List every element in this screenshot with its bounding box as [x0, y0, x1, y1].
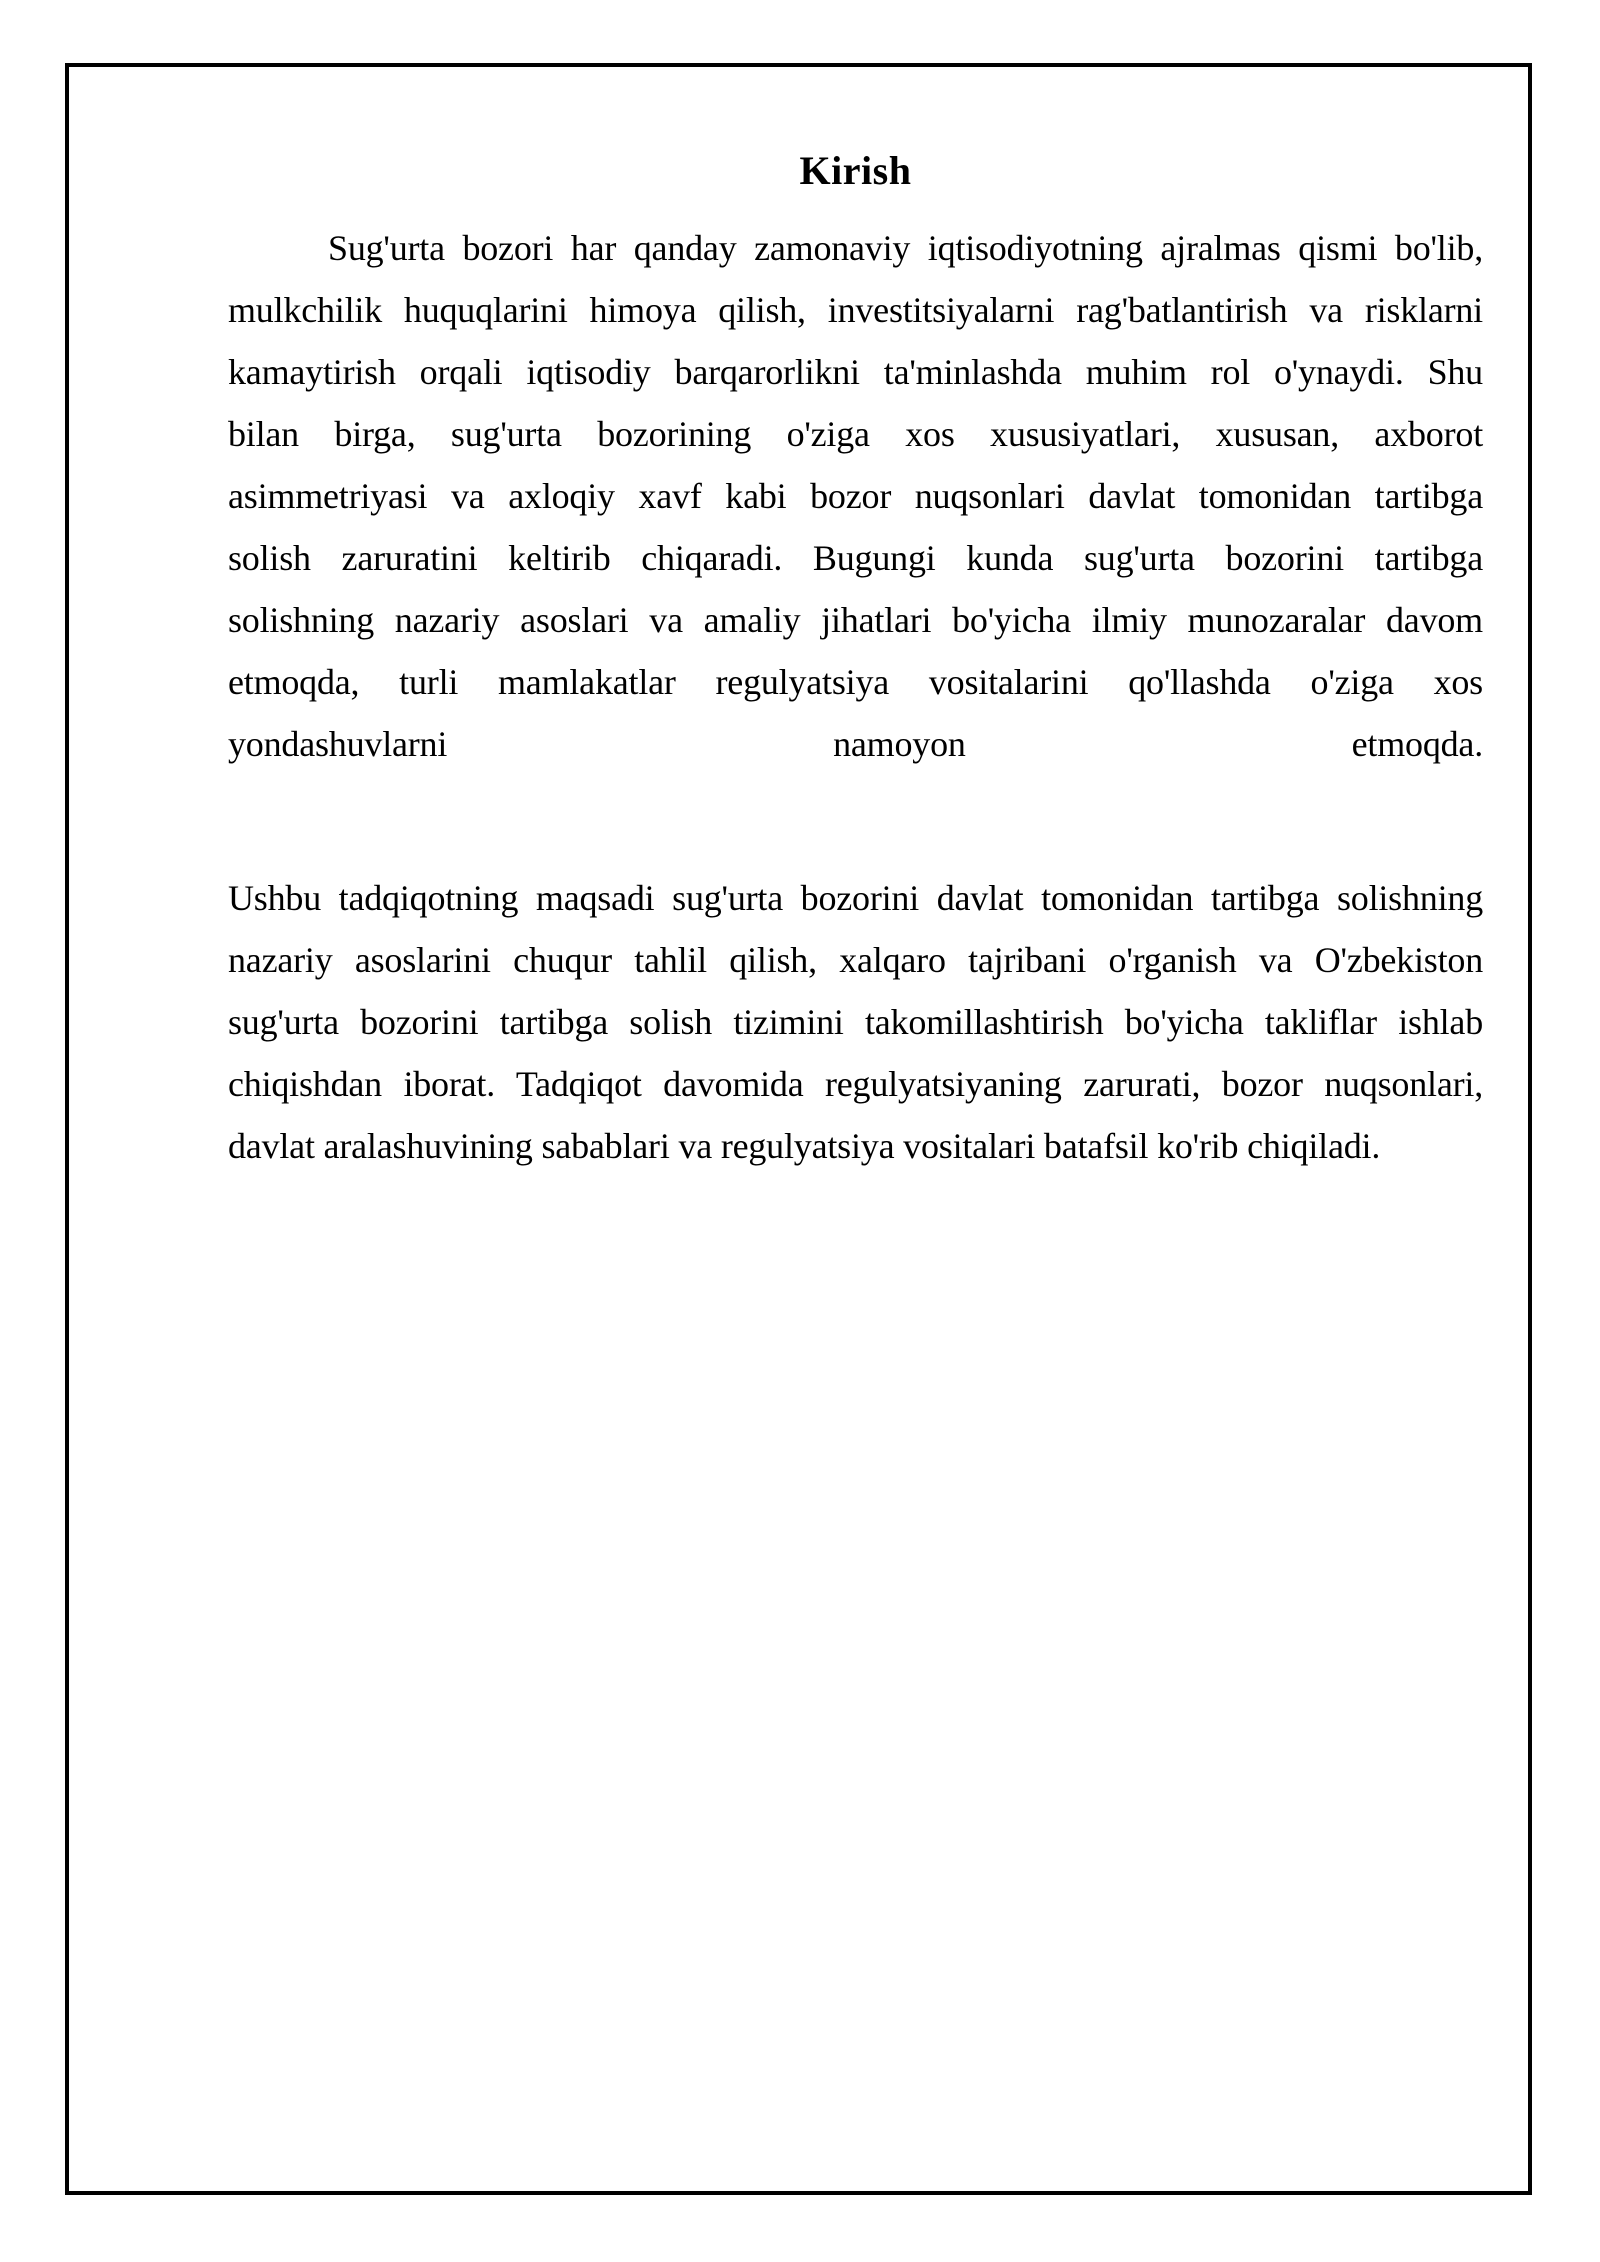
text-line: solishning nazariy asoslari va amaliy jihatlari bo'yicha ilmiy munozaralar davom: [228, 600, 1483, 640]
text-line: kamaytirish orqali iqtisodiy barqarorlikni ta'minlashda muhim rol o'ynaydi. Shu: [228, 352, 1483, 392]
paragraph-2: [228, 867, 1483, 1177]
text-line: nazariy asoslarini chuqur tahlil qilish, xalqaro tajribani o'rganish va O'zbekiston: [228, 940, 1483, 980]
paragraph-1: [228, 217, 1483, 775]
text-line: solish zaruratini keltirib chiqaradi. Bugungi kunda sug'urta bozorini tartibga: [228, 538, 1483, 578]
text-line: yondashuvlarni namoyon etmoqda.: [228, 724, 1483, 764]
text-line: mulkchilik huquqlarini himoya qilish, investitsiyalarni rag'batlantirish va risklarni: [228, 290, 1483, 330]
document-title: Kirish: [799, 148, 912, 193]
text-line: bilan birga, sug'urta bozorining o'ziga xos xususiyatlari, xususan, axborot: [228, 414, 1483, 454]
text-line: Ushbu tadqiqotning maqsadi sug'urta bozorini davlat tomonidan tartibga solishning: [228, 878, 1483, 918]
text-line: chiqishdan iborat. Tadqiqot davomida regulyatsiyaning zarurati, bozor nuqsonlari,: [228, 1064, 1483, 1104]
text-line: etmoqda, turli mamlakatlar regulyatsiya vositalarini qo'llashda o'ziga xos: [228, 662, 1483, 702]
text-line: Sug'urta bozori har qanday zamonaviy iqtisodiyotning ajralmas qismi bo'lib,: [328, 228, 1483, 268]
text-line: asimmetriyasi va axloqiy xavf kabi bozor nuqsonlari davlat tomonidan tartibga: [228, 476, 1483, 516]
document-body: [228, 140, 1483, 1177]
text-line: sug'urta bozorini tartibga solish tizimini takomillashtirish bo'yicha takliflar ishlab: [228, 1002, 1483, 1042]
text-line: davlat aralashuvining sabablari va regulyatsiya vositalari batafsil ko'rib chiqiladi.: [228, 1126, 1381, 1166]
